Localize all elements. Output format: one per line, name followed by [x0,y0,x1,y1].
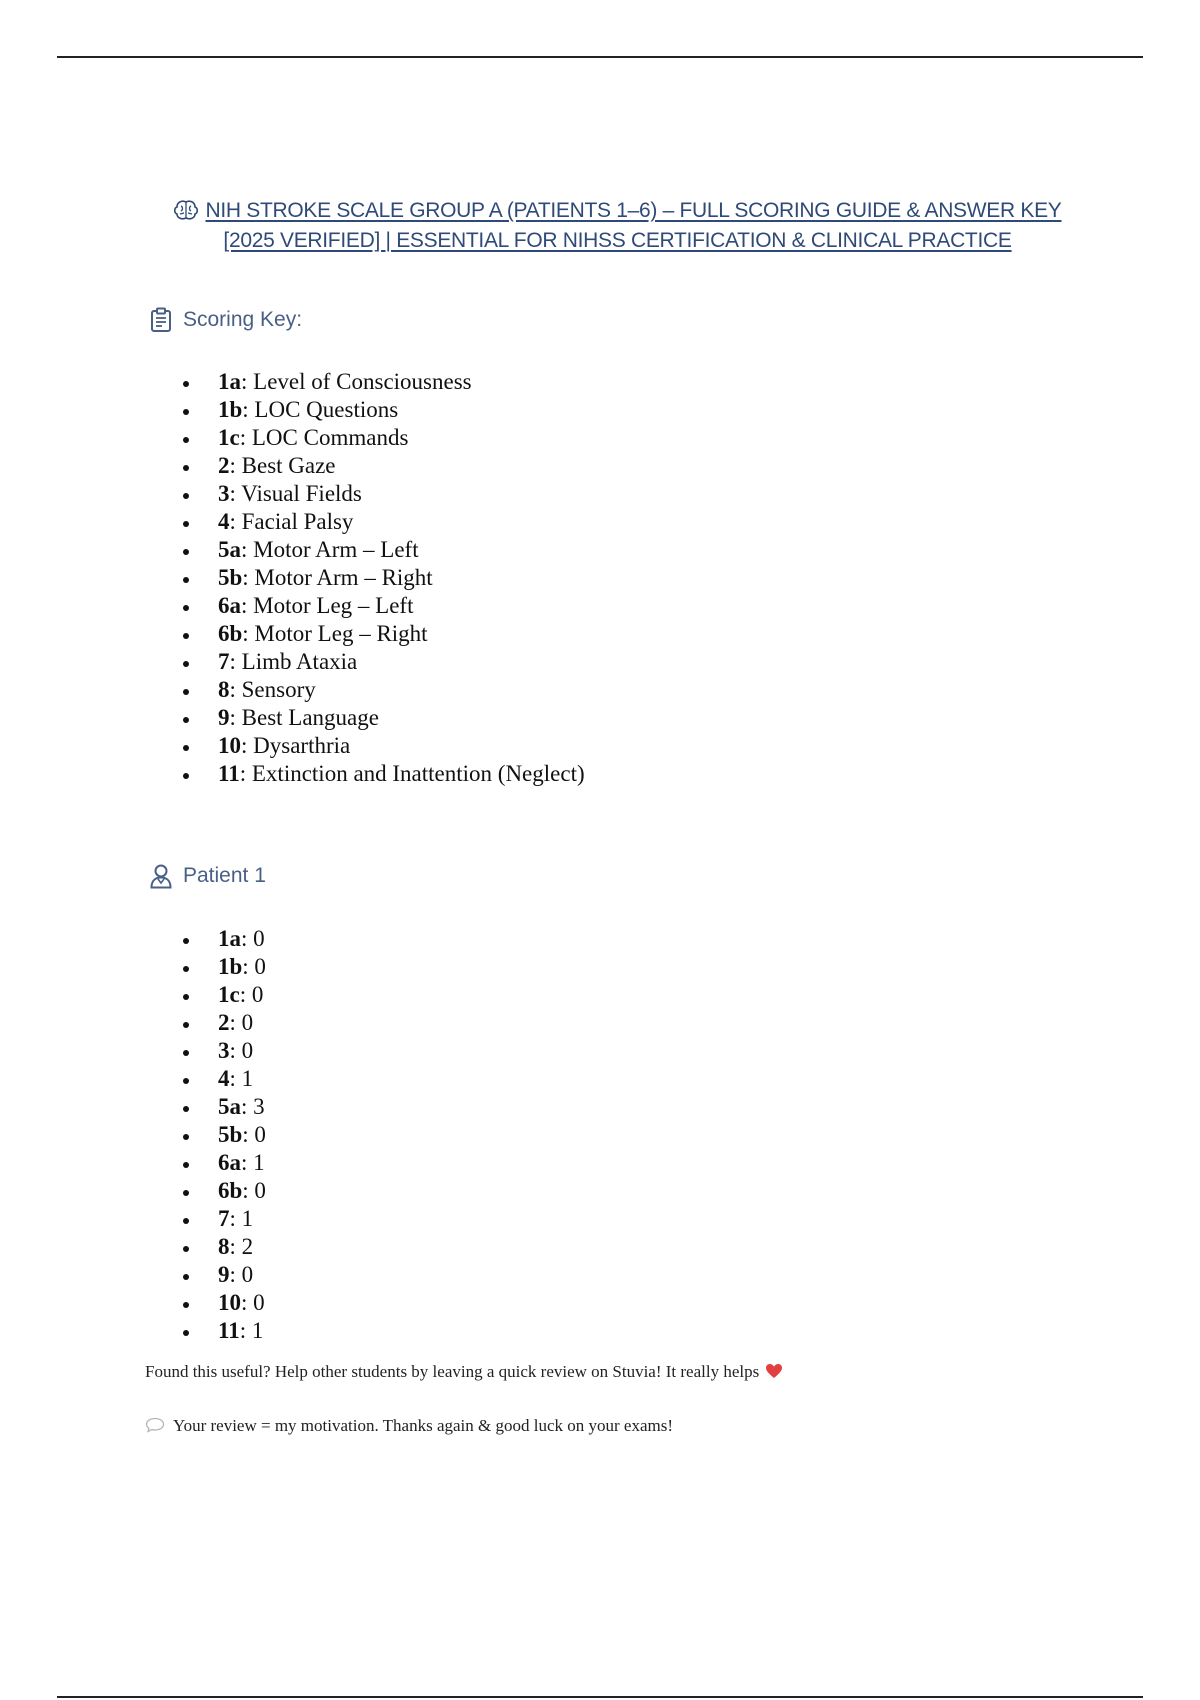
item-score: : 0 [242,954,266,979]
list-item [180,760,585,788]
item-text: : Limb Ataxia [229,649,358,674]
item-code: 6b [218,1178,243,1203]
item-score: : 2 [229,1234,254,1259]
list-item [180,424,585,452]
item-text: : Extinction and Inattention (Neglect) [239,761,585,786]
list-item [180,704,585,732]
item-code: 3 [218,1038,230,1063]
item-text: : Motor Leg – Left [241,593,414,618]
item-score: : 0 [229,1010,254,1035]
item-text: : Motor Arm – Right [242,565,433,590]
title-text: NIH STROKE SCALE GROUP A (PATIENTS 1–6) – FULL SCORING GUIDE & ANSWER KEY [2025 VERIFIED] | ESSENTIAL FOR NIHSS CERTIFICATION & CLINICAL PRACTICE [205,199,1062,252]
list-item [180,732,585,760]
list-item [180,953,266,981]
item-score: : 1 [229,1206,254,1231]
item-score: : 0 [242,1178,266,1203]
patient-1-scores-list [180,925,266,1345]
list-item [180,1065,266,1093]
item-code: 8 [218,1234,230,1259]
item-score: : 0 [241,1290,265,1315]
item-code: 5a [218,537,241,562]
list-item [180,1317,266,1345]
item-text: : Motor Leg – Right [242,621,428,646]
item-code: 1b [218,397,243,422]
list-item [180,1149,266,1177]
item-code: 6a [218,593,241,618]
item-text: : Level of Consciousness [241,369,472,394]
item-text: : Sensory [229,677,316,702]
brain-icon [173,199,199,221]
bottom-rule [57,1696,1143,1698]
list-item [180,981,266,1009]
item-code: 9 [218,705,230,730]
item-code: 9 [218,1262,230,1287]
item-score: : 3 [241,1094,265,1119]
list-item [180,396,585,424]
scoring-key-heading-text: Scoring Key: [183,308,303,331]
item-code: 3 [218,481,230,506]
list-item [180,1093,266,1121]
patient-1-heading [149,863,266,889]
item-text: : Best Gaze [229,453,336,478]
list-item [180,1009,266,1037]
list-item [180,1205,266,1233]
item-score: : 0 [241,926,265,951]
item-code: 1a [218,369,241,394]
item-score: : 1 [239,1318,264,1343]
item-text: : Best Language [229,705,379,730]
motivation-text: Your review = my motivation. Thanks again & good luck on your exams! [173,1416,674,1435]
item-text: : LOC Commands [239,425,409,450]
motivation-note [145,1416,673,1436]
list-item [180,620,585,648]
list-item [180,564,585,592]
item-code: 8 [218,677,230,702]
item-score: : 0 [242,1122,266,1147]
person-icon [149,863,173,889]
item-score: : 0 [239,982,264,1007]
item-code: 2 [218,1010,230,1035]
item-code: 7 [218,649,230,674]
item-code: 1c [218,982,240,1007]
item-code: 4 [218,1066,230,1091]
item-code: 1b [218,954,243,979]
list-item [180,648,585,676]
speech-bubble-icon [145,1417,165,1433]
list-item [180,536,585,564]
document-title [150,196,1085,256]
item-code: 1c [218,425,240,450]
clipboard-icon [149,307,173,333]
list-item [180,925,266,953]
item-text: : Visual Fields [229,481,362,506]
list-item [180,1233,266,1261]
scoring-key-list [180,368,585,788]
item-score: : 1 [229,1066,254,1091]
item-code: 4 [218,509,230,534]
top-rule [57,56,1143,58]
list-item [180,508,585,536]
list-item [180,1037,266,1065]
item-code: 10 [218,1290,241,1315]
list-item [180,1261,266,1289]
item-score: : 1 [241,1150,265,1175]
list-item [180,452,585,480]
scoring-key-heading [149,307,302,333]
item-code: 6a [218,1150,241,1175]
item-score: : 0 [229,1262,254,1287]
item-code: 5a [218,1094,241,1119]
item-code: 5b [218,1122,243,1147]
review-request-text: Found this useful? Help other students by leaving a quick review on Stuvia! It really helps [145,1362,760,1381]
item-code: 6b [218,621,243,646]
item-code: 11 [218,761,240,786]
item-text: : Facial Palsy [229,509,354,534]
list-item [180,368,585,396]
item-code: 2 [218,453,230,478]
item-code: 1a [218,926,241,951]
item-code: 5b [218,565,243,590]
list-item [180,480,585,508]
list-item [180,1289,266,1317]
item-code: 10 [218,733,241,758]
patient-1-heading-text: Patient 1 [183,864,266,887]
item-score: : 0 [229,1038,254,1063]
item-code: 11 [218,1318,240,1343]
item-text: : Motor Arm – Left [241,537,419,562]
list-item [180,1121,266,1149]
list-item [180,676,585,704]
review-request-note [145,1362,783,1382]
list-item [180,592,585,620]
item-text: : Dysarthria [241,733,351,758]
item-text: : LOC Questions [242,397,399,422]
list-item [180,1177,266,1205]
item-code: 7 [218,1206,230,1231]
heart-icon [765,1363,783,1379]
